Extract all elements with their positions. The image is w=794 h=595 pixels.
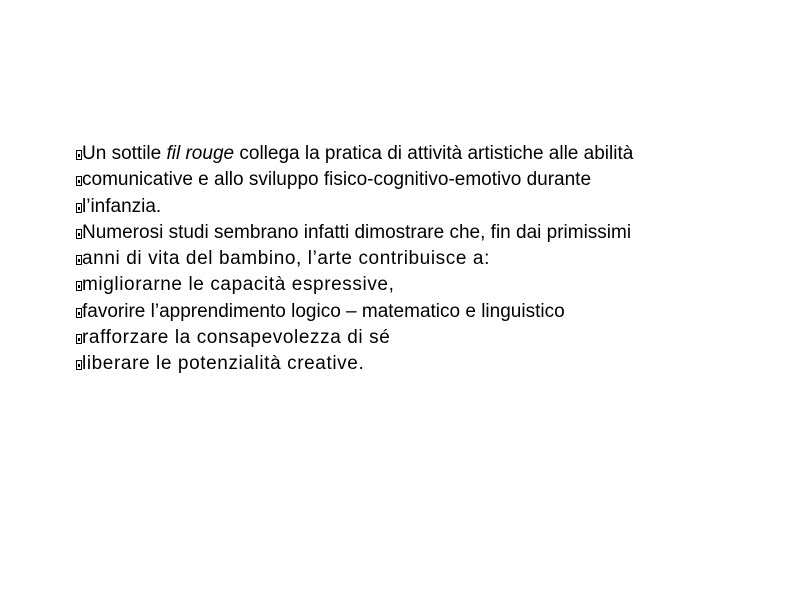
text-line [76,141,776,167]
list-item-text: migliorarne le capacità espressive, [82,274,395,296]
line-text: l’infanzia. [82,195,162,217]
list-item [76,272,776,298]
list-item [76,325,776,351]
line-text [82,143,633,164]
line-text: anni di vita del bambino, l’arte contribuisce a: [82,248,490,270]
text-line [76,194,776,220]
missing-glyph-box-icon [76,203,82,213]
missing-glyph-box-icon [76,176,82,186]
fil-rouge-italic: fil rouge [166,143,235,164]
missing-glyph-box-icon [76,281,82,291]
text-line [76,246,776,272]
list-item [76,299,776,325]
line-text: comunicative e allo sviluppo fisico-cognitivo-emotivo durante [82,169,592,191]
missing-glyph-box-icon [76,308,82,318]
list-item-text: rafforzare la consapevolezza di sé [82,327,391,349]
missing-glyph-box-icon [76,255,82,265]
line-text: Numerosi studi sembrano infatti dimostrare che, fin dai primissimi [82,221,632,243]
line1-after: collega la pratica di attività artistiche alle abilità [234,143,634,164]
list-item [76,351,776,377]
missing-glyph-box-icon [76,150,82,160]
missing-glyph-box-icon [76,334,82,344]
list-item-text: favorire l’apprendimento logico – matematico e linguistico [82,300,565,322]
text-block [76,141,776,378]
list-item-text: liberare le potenzialità creative. [82,353,365,375]
missing-glyph-box-icon [76,229,82,239]
text-line [76,167,776,193]
missing-glyph-box-icon [76,360,82,370]
line1-before: Un sottile [82,143,167,164]
text-line [76,220,776,246]
